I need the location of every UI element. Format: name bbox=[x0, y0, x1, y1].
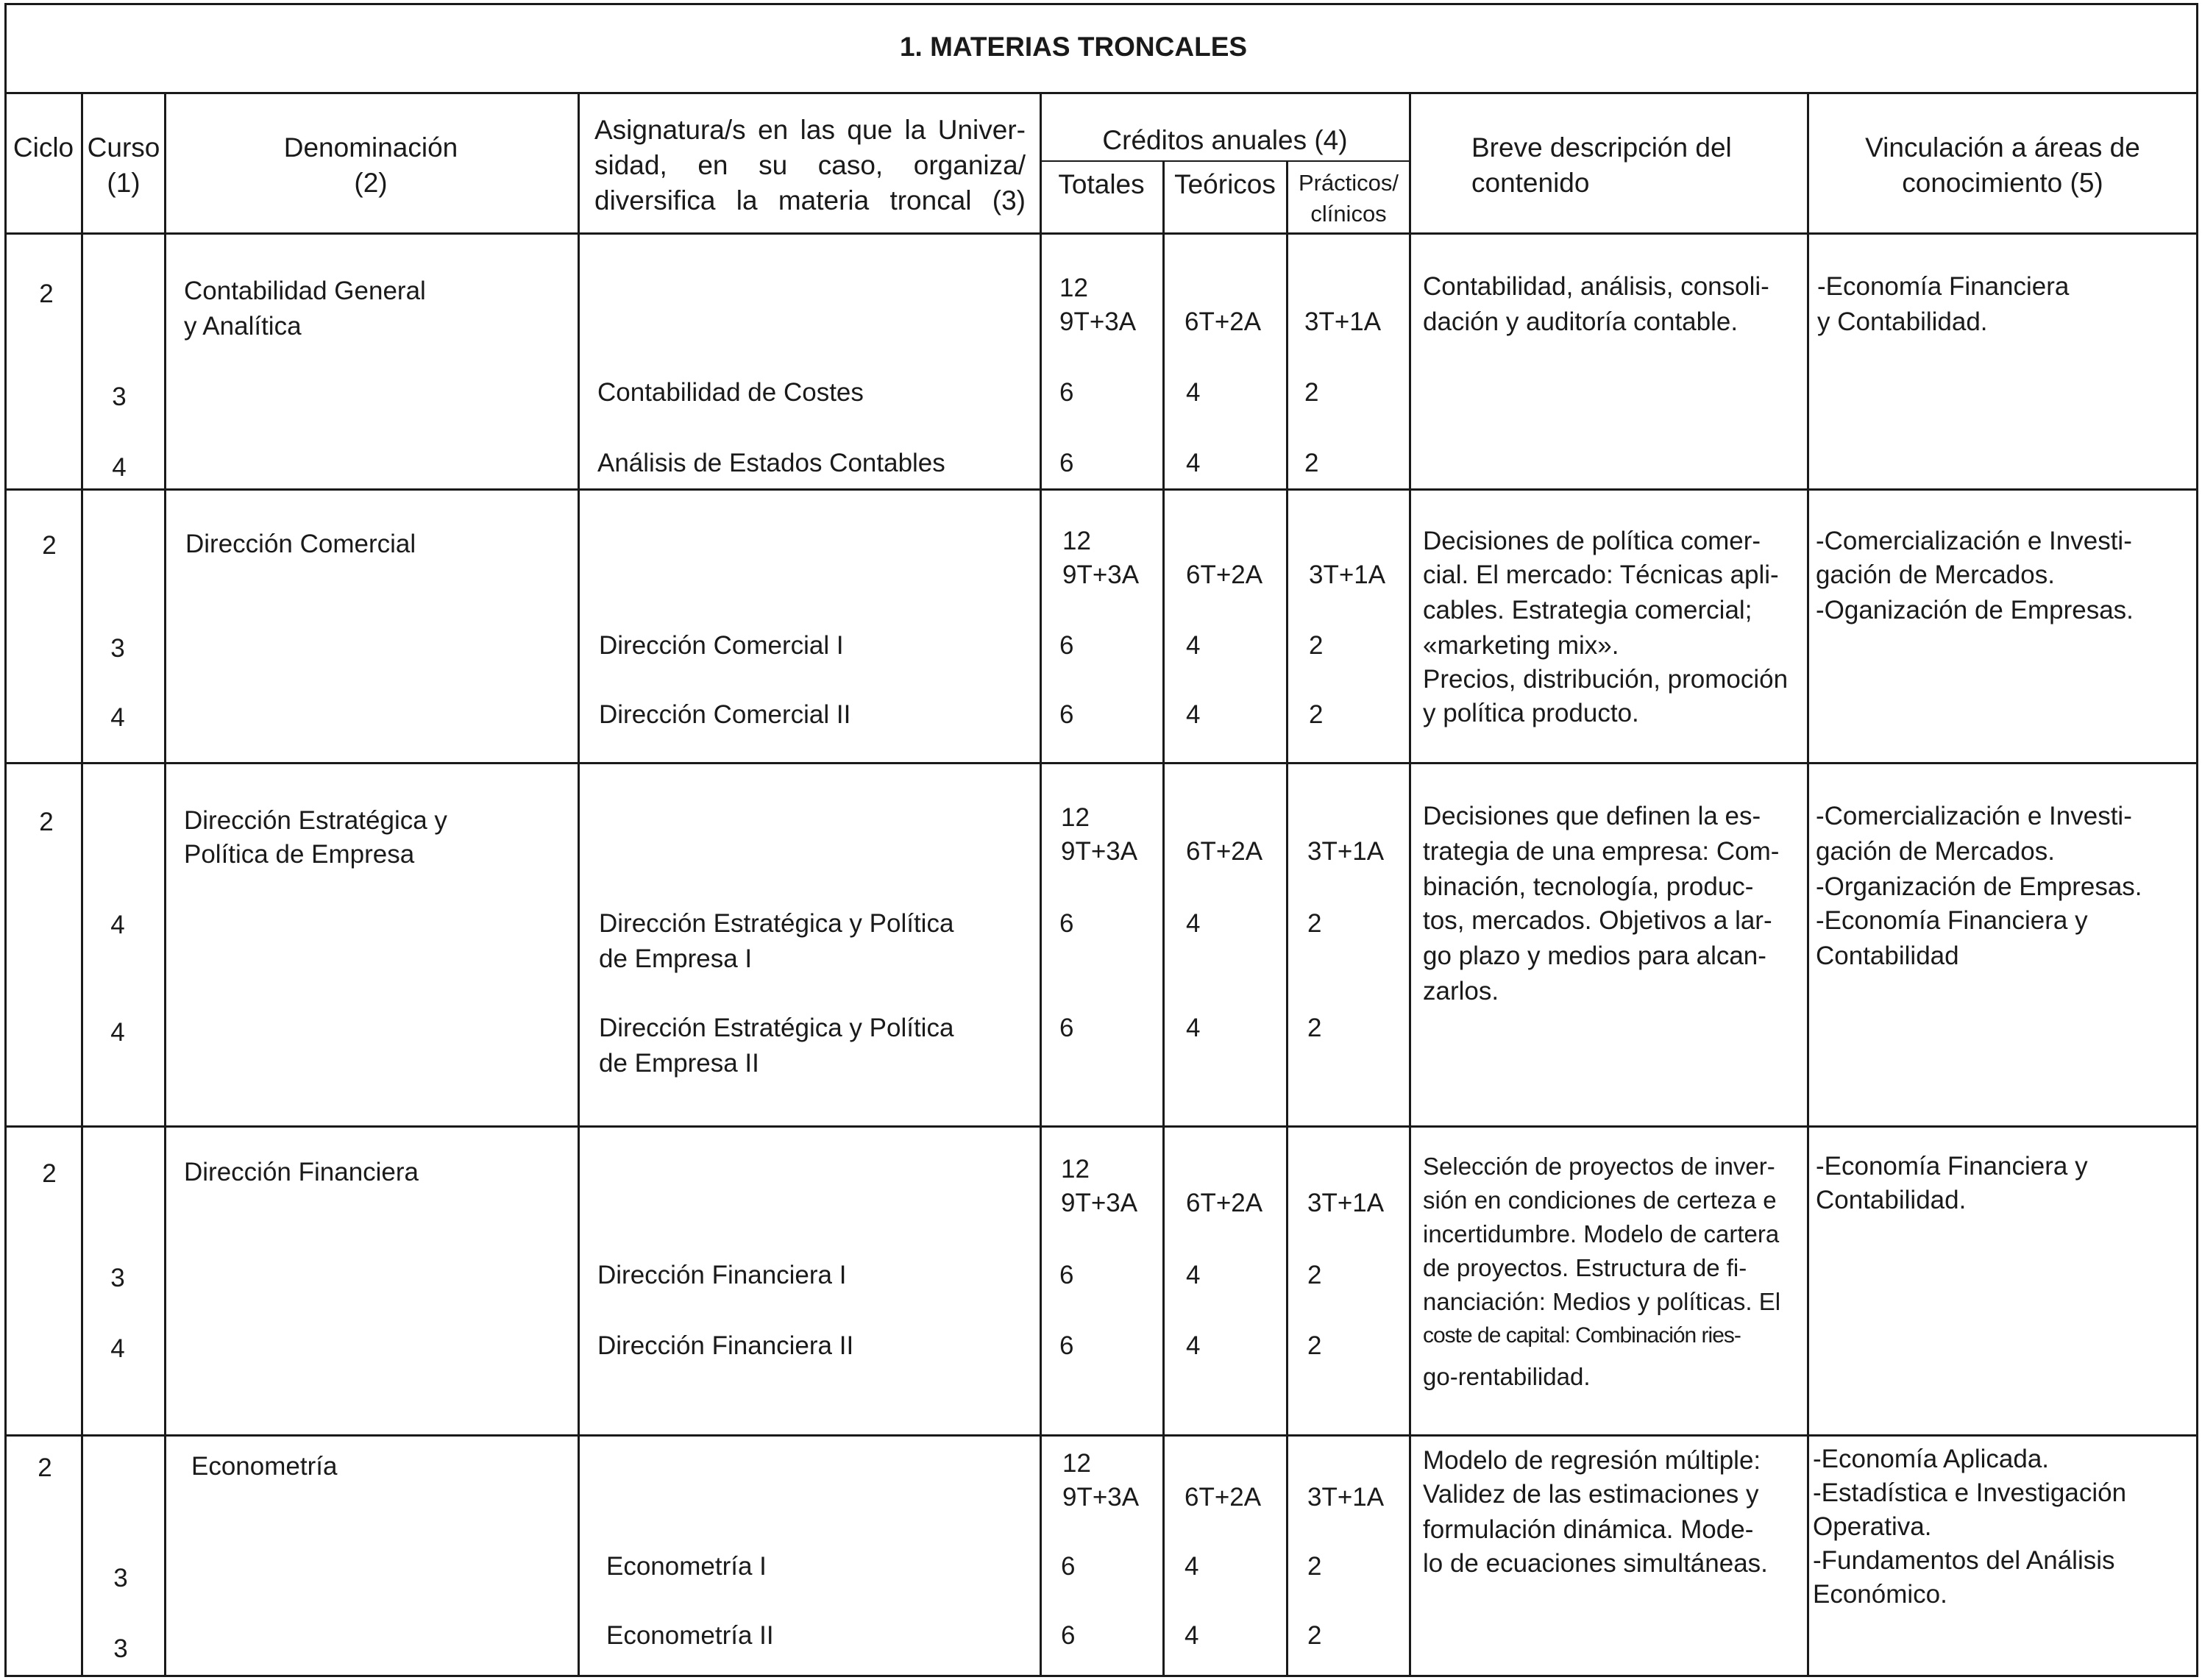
materia-vinculacion: -Economía Aplicada. bbox=[1813, 1445, 2050, 1473]
asignatura-teoricos: 4 bbox=[1186, 378, 1201, 407]
materia-vinculacion: -Organización de Empresas. bbox=[1816, 872, 2142, 901]
asignatura-nombre: Dirección Comercial II bbox=[599, 700, 851, 729]
materia-totales: 12 bbox=[1062, 527, 1091, 555]
asignatura-practicos: 2 bbox=[1307, 1552, 1322, 1581]
materia-descripcion: Decisiones de política comer- bbox=[1423, 527, 1761, 555]
asignatura-teoricos: 4 bbox=[1185, 1621, 1199, 1650]
materia-descripcion: de proyectos. Estructura de fi- bbox=[1423, 1254, 1747, 1281]
materia-totales: 12 bbox=[1062, 1449, 1091, 1478]
materia-ciclo: 2 bbox=[42, 531, 57, 560]
header-divider bbox=[4, 232, 2198, 235]
materia-denominacion: Dirección Financiera bbox=[184, 1158, 419, 1186]
asignatura-nombre: Econometría I bbox=[606, 1552, 767, 1581]
header-vinculacion: Vinculación a áreas de bbox=[1865, 132, 2140, 163]
materia-descripcion: «marketing mix». bbox=[1423, 631, 1619, 660]
title-divider bbox=[4, 92, 2198, 94]
header-creditos: Créditos anuales (4) bbox=[1102, 125, 1348, 155]
asignatura-teoricos: 4 bbox=[1186, 449, 1201, 477]
col-divider bbox=[164, 92, 166, 1677]
asignatura-practicos: 2 bbox=[1307, 1621, 1322, 1650]
asignatura-teoricos: 4 bbox=[1185, 1552, 1199, 1581]
header-vinculacion-2: conocimiento (5) bbox=[1902, 168, 2103, 198]
materia-descripcion: formulación dinámica. Mode- bbox=[1423, 1515, 1754, 1544]
asignatura-practicos: 2 bbox=[1307, 1331, 1322, 1360]
asignatura-totales: 6 bbox=[1061, 1621, 1076, 1650]
materia-descripcion: go plazo y medios para alcan- bbox=[1423, 942, 1766, 970]
asignatura-practicos: 2 bbox=[1309, 631, 1324, 660]
materia-teoricos: 6T+2A bbox=[1186, 1189, 1263, 1217]
materia-ciclo: 2 bbox=[38, 1453, 52, 1482]
materia-vinculacion: -Comercialización e Investi- bbox=[1816, 802, 2132, 830]
materia-descripcion: nanciación: Medios y políticas. El bbox=[1423, 1288, 1781, 1315]
table-border-top bbox=[4, 3, 2198, 5]
materia-descripcion: Selección de proyectos de inver- bbox=[1423, 1153, 1775, 1180]
asignatura-teoricos: 4 bbox=[1186, 1014, 1201, 1042]
materia-denominacion: Contabilidad General bbox=[184, 277, 426, 305]
materia-descripcion: Modelo de regresión múltiple: bbox=[1423, 1446, 1761, 1475]
asignatura-nombre: Dirección Financiera I bbox=[597, 1261, 847, 1289]
asignatura-nombre: Dirección Estratégica y Política bbox=[599, 1014, 954, 1042]
asignatura-curso: 4 bbox=[112, 453, 127, 482]
materia-descripcion: binación, tecnología, produc- bbox=[1423, 872, 1754, 901]
asignatura-curso: 3 bbox=[113, 1634, 128, 1663]
materia-totales-split: 9T+3A bbox=[1062, 560, 1140, 589]
materia-descripcion: go-rentabilidad. bbox=[1423, 1363, 1591, 1390]
materia-vinculacion: -Economía Financiera y bbox=[1816, 1152, 2088, 1181]
materia-teoricos: 6T+2A bbox=[1186, 837, 1263, 866]
materia-vinculacion: y Contabilidad. bbox=[1817, 307, 1988, 336]
header-descripcion: Breve descripción del bbox=[1471, 132, 1732, 163]
asignatura-curso: 3 bbox=[113, 1564, 128, 1592]
asignatura-curso: 4 bbox=[110, 703, 125, 732]
materia-practicos: 3T+1A bbox=[1307, 1189, 1385, 1217]
row-divider bbox=[4, 762, 2198, 764]
asignatura-totales: 6 bbox=[1059, 631, 1074, 660]
materia-descripcion: y política producto. bbox=[1423, 699, 1639, 727]
materia-vinculacion: -Economía Financiera y bbox=[1816, 906, 2088, 935]
table-border-right bbox=[2196, 3, 2198, 1677]
materia-descripcion: dación y auditoría contable. bbox=[1423, 307, 1738, 336]
materia-practicos: 3T+1A bbox=[1307, 1483, 1385, 1512]
asignatura-nombre: Análisis de Estados Contables bbox=[597, 449, 945, 477]
materia-descripcion: coste de capital: Combinación ries- bbox=[1423, 1323, 1741, 1348]
table-border-left bbox=[4, 3, 7, 1677]
asignatura-teoricos: 4 bbox=[1186, 909, 1201, 938]
materia-teoricos: 6T+2A bbox=[1185, 1483, 1262, 1512]
materia-vinculacion: Contabilidad bbox=[1816, 942, 1959, 970]
materia-ciclo: 2 bbox=[42, 1159, 57, 1188]
materia-descripcion: Contabilidad, análisis, consoli- bbox=[1423, 272, 1769, 301]
materia-totales-split: 9T+3A bbox=[1061, 1189, 1138, 1217]
header-clinicos: clínicos bbox=[1310, 201, 1387, 227]
materia-totales-split: 9T+3A bbox=[1062, 1483, 1140, 1512]
header-curso: Curso bbox=[87, 132, 160, 163]
materia-practicos: 3T+1A bbox=[1309, 560, 1386, 589]
row-divider bbox=[4, 488, 2198, 491]
asignatura-totales: 6 bbox=[1059, 1014, 1074, 1042]
asignatura-practicos: 2 bbox=[1304, 378, 1319, 407]
asignatura-nombre: Econometría II bbox=[606, 1621, 774, 1650]
asignatura-practicos: 2 bbox=[1307, 1014, 1322, 1042]
asignatura-curso: 4 bbox=[110, 1334, 125, 1363]
asignatura-curso: 3 bbox=[110, 1264, 125, 1292]
asignatura-teoricos: 4 bbox=[1186, 1331, 1201, 1360]
asignatura-nombre: Dirección Comercial I bbox=[599, 631, 844, 660]
header-asignatura-line2: sidad, en su caso, organiza/ bbox=[594, 150, 1026, 180]
materia-descripcion: tos, mercados. Objetivos a lar- bbox=[1423, 906, 1772, 935]
col-divider bbox=[1286, 160, 1288, 1677]
asignatura-totales: 6 bbox=[1059, 449, 1074, 477]
asignatura-curso: 3 bbox=[110, 634, 125, 663]
asignatura-practicos: 2 bbox=[1309, 700, 1324, 729]
materia-practicos: 3T+1A bbox=[1304, 307, 1382, 336]
header-practicos: Prácticos/ bbox=[1298, 170, 1399, 196]
asignatura-nombre: de Empresa I bbox=[599, 944, 753, 973]
materia-descripcion: incertidumbre. Modelo de cartera bbox=[1423, 1220, 1780, 1247]
materia-practicos: 3T+1A bbox=[1307, 837, 1385, 866]
materia-denominacion: Econometría bbox=[191, 1452, 338, 1481]
asignatura-totales: 6 bbox=[1059, 1331, 1074, 1360]
materia-totales: 12 bbox=[1059, 274, 1088, 302]
materia-teoricos: 6T+2A bbox=[1186, 560, 1263, 589]
header-denominacion-note: (2) bbox=[354, 168, 388, 198]
materia-descripcion: Precios, distribución, promoción bbox=[1423, 665, 1789, 694]
asignatura-practicos: 2 bbox=[1307, 1261, 1322, 1289]
materia-vinculacion: gación de Mercados. bbox=[1816, 837, 2055, 866]
materia-vinculacion: Contabilidad. bbox=[1816, 1186, 1967, 1214]
header-teoricos: Teóricos bbox=[1174, 169, 1276, 199]
materia-descripcion: Validez de las estimaciones y bbox=[1423, 1480, 1759, 1509]
materia-denominacion: y Analítica bbox=[184, 312, 302, 341]
asignatura-curso: 4 bbox=[110, 911, 125, 939]
asignatura-totales: 6 bbox=[1059, 378, 1074, 407]
asignatura-teoricos: 4 bbox=[1186, 1261, 1201, 1289]
materia-denominacion: Dirección Estratégica y bbox=[184, 806, 447, 835]
asignatura-teoricos: 4 bbox=[1186, 631, 1201, 660]
materia-descripcion: sión en condiciones de certeza e bbox=[1423, 1186, 1777, 1214]
materia-vinculacion: gación de Mercados. bbox=[1816, 560, 2055, 589]
materia-denominacion: Política de Empresa bbox=[184, 840, 415, 869]
materia-vinculacion: -Comercialización e Investi- bbox=[1816, 527, 2132, 555]
asignatura-nombre: Contabilidad de Costes bbox=[597, 378, 864, 407]
asignatura-curso: 3 bbox=[112, 382, 127, 411]
col-divider bbox=[1040, 92, 1042, 1677]
asignatura-totales: 6 bbox=[1059, 700, 1074, 729]
materia-vinculacion: Operativa. bbox=[1813, 1512, 1932, 1541]
materia-descripcion: cables. Estrategia comercial; bbox=[1423, 596, 1752, 624]
header-asignatura-line3: diversifica la materia troncal (3) bbox=[594, 185, 1026, 216]
asignatura-totales: 6 bbox=[1059, 909, 1074, 938]
materia-totales-split: 9T+3A bbox=[1061, 837, 1138, 866]
creditos-subdivider bbox=[1040, 160, 1411, 162]
asignatura-practicos: 2 bbox=[1307, 909, 1322, 938]
materia-vinculacion: -Estadística e Investigación bbox=[1813, 1478, 2127, 1507]
table-border-bottom bbox=[4, 1675, 2198, 1677]
asignatura-totales: 6 bbox=[1059, 1261, 1074, 1289]
col-divider bbox=[81, 92, 83, 1677]
materia-totales-split: 9T+3A bbox=[1059, 307, 1137, 336]
materia-totales: 12 bbox=[1061, 803, 1090, 832]
header-denominacion: Denominación bbox=[283, 132, 458, 163]
asignatura-practicos: 2 bbox=[1304, 449, 1319, 477]
asignatura-nombre: de Empresa II bbox=[599, 1049, 759, 1078]
header-ciclo: Ciclo bbox=[13, 132, 74, 163]
materia-ciclo: 2 bbox=[39, 280, 54, 308]
materia-descripcion: lo de ecuaciones simultáneas. bbox=[1423, 1549, 1768, 1578]
header-totales: Totales bbox=[1058, 169, 1145, 199]
materia-ciclo: 2 bbox=[39, 808, 54, 836]
col-divider bbox=[1807, 92, 1809, 1677]
table-title: 1. MATERIAS TRONCALES bbox=[899, 32, 1248, 62]
header-asignatura-line1: Asignatura/s en las que la Univer- bbox=[594, 115, 1026, 145]
materia-vinculacion: -Oganización de Empresas. bbox=[1816, 596, 2134, 624]
materia-vinculacion: -Economía Financiera bbox=[1817, 272, 2070, 301]
row-divider bbox=[4, 1434, 2198, 1437]
header-curso-note: (1) bbox=[107, 168, 141, 198]
asignatura-nombre: Dirección Financiera II bbox=[597, 1331, 854, 1360]
col-divider bbox=[578, 92, 580, 1677]
materia-vinculacion: -Fundamentos del Análisis bbox=[1813, 1546, 2115, 1575]
materia-denominacion: Dirección Comercial bbox=[185, 530, 416, 558]
row-divider bbox=[4, 1125, 2198, 1128]
header-descripcion-2: contenido bbox=[1471, 168, 1590, 198]
materia-descripcion: Decisiones que definen la es- bbox=[1423, 802, 1761, 830]
materia-vinculacion: Económico. bbox=[1813, 1580, 1947, 1609]
materia-descripcion: trategia de una empresa: Com- bbox=[1423, 837, 1780, 866]
asignatura-teoricos: 4 bbox=[1186, 700, 1201, 729]
materia-descripcion: zarlos. bbox=[1423, 977, 1499, 1005]
asignatura-totales: 6 bbox=[1061, 1552, 1076, 1581]
materia-descripcion: cial. El mercado: Técnicas apli- bbox=[1423, 560, 1779, 589]
col-divider bbox=[1409, 92, 1411, 1677]
asignatura-curso: 4 bbox=[110, 1018, 125, 1047]
materia-totales: 12 bbox=[1061, 1155, 1090, 1184]
asignatura-nombre: Dirección Estratégica y Política bbox=[599, 909, 954, 938]
materia-teoricos: 6T+2A bbox=[1185, 307, 1262, 336]
col-divider bbox=[1162, 160, 1165, 1677]
